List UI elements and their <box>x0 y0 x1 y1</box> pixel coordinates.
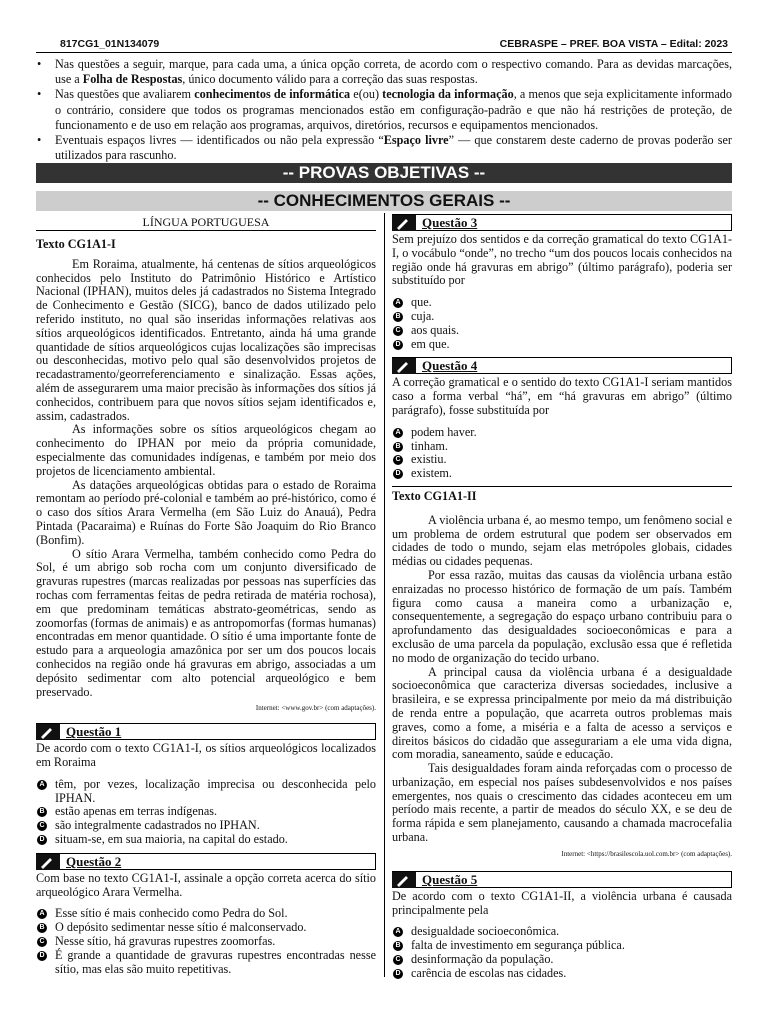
answer-option[interactable]: C desinformação da população. <box>392 953 732 967</box>
left-column <box>36 214 376 976</box>
question-stem: Sem prejuízo dos sentidos e da correção gramatical do texto CG1A1-I, o vocábulo “onde”, no trecho “um dos poucos locais conhecidos na região onde há gravuras em abrigo” (último parágrafo), poderia ser substituído por <box>392 232 732 288</box>
circled-letter-icon: B <box>37 807 47 817</box>
answer-option[interactable]: D É grande a quantidade de gravuras rupestres encontradas nesse sítio, mas elas são muito repetitivas. <box>36 949 376 977</box>
section-band-conhecimentos-gerais: -- CONHECIMENTOS GERAIS -- <box>36 191 732 211</box>
question-options <box>392 925 732 980</box>
instruction-item: • Nas questões a seguir, marque, para cada uma, a única opção correta, de acordo com o respectivo comando. Para as devidas marcações, use a Folha de Respostas, único documento válido para a correção das suas respostas. <box>36 57 732 87</box>
question-stem: A correção gramatical e o sentido do texto CG1A1-I seriam mantidos caso a forma verbal “há”, em “há gravuras em abrigo” (último parágrafo), fosse substituída por <box>392 375 732 417</box>
circled-letter-icon: A <box>393 927 403 937</box>
answer-option[interactable]: A Esse sítio é mais conhecido como Pedra do Sol. <box>36 907 376 921</box>
text-paragraph: Por essa razão, muitas das causas da violência urbana estão enraizadas no processo histórico de formação de um país. Também figura como causa a maneira como a urbanização e, consequentemente, a segregação do espaço urbano contribuiu para o aprofundamento das desigualdades socioeconômicas e para a exclusão de uma parcela da população, exclusão essa que é refletida no modo de organização do tecido urbano. <box>392 567 732 665</box>
question-stem: Com base no texto CG1A1-I, assinale a opção correta acerca do sítio arqueológico Arara Vermelha. <box>36 870 376 899</box>
answer-option[interactable]: B falta de investimento em segurança pública. <box>392 939 732 953</box>
text-source: Internet: <https://brasilescola.uol.com.br> (com adaptações). <box>561 849 732 858</box>
text-paragraph: Tais desigualdades foram ainda reforçadas com o processo de urbanização, em especial nos países subdesenvolvidos e nos países emergentes, nos quais o crescimento das cidades aconteceu em um período mais recente, a partir de meados do século XX, e se deu de forma rápida e sem planejamento, causando a chamada macrocefalia urbana. <box>392 761 732 845</box>
circled-letter-icon: B <box>393 312 403 322</box>
question-options <box>36 907 376 976</box>
instructions-list <box>36 57 732 163</box>
circled-letter-icon: A <box>37 909 47 919</box>
question-header <box>392 871 732 888</box>
answer-option[interactable]: C Nesse sítio, há gravuras rupestres zoomorfas. <box>36 935 376 949</box>
text-paragraph: As datações arqueológicas obtidas para o estado de Roraima remontam ao período pré-colonial e também ao pré-histórico, como é o caso dos sítios Arara Vermelha (em São Luiz do Anauá), Pedra Pintada (Pacaraima) e Ruínas do Forte São Joaquim do Rio Branco (Bonfim). <box>36 477 376 547</box>
circled-letter-icon: B <box>393 442 403 452</box>
pencil-flag-icon <box>36 854 60 870</box>
pencil-flag-icon <box>392 872 416 888</box>
pencil-flag-icon <box>392 215 416 231</box>
question-stem: De acordo com o texto CG1A1-II, a violência urbana é causada principalmente pela <box>392 888 732 917</box>
circled-letter-icon: C <box>37 821 47 831</box>
question-header <box>392 214 732 231</box>
question-options <box>36 778 376 847</box>
circled-letter-icon: A <box>393 298 403 308</box>
circled-letter-icon: D <box>393 969 403 979</box>
circled-letter-icon: C <box>393 455 403 465</box>
instruction-item: • Eventuais espaços livres — identificados ou não pela expressão “Espaço livre” — que constarem deste caderno de provas poderão ser utilizados para rascunho. <box>36 133 732 163</box>
answer-option[interactable]: B tinham. <box>392 440 732 454</box>
question-label: Questão 1 <box>66 724 122 740</box>
question-options <box>392 426 732 481</box>
answer-option[interactable]: A têm, por vezes, localização imprecisa ou desconhecida pelo IPHAN. <box>36 778 376 806</box>
answer-option[interactable]: B O depósito sedimentar nesse sítio é malconservado. <box>36 921 376 935</box>
circled-letter-icon: D <box>393 469 403 479</box>
circled-letter-icon: D <box>393 340 403 350</box>
right-column <box>392 214 732 981</box>
question-header <box>36 853 376 870</box>
answer-option[interactable]: D existem. <box>392 467 732 481</box>
circled-letter-icon: A <box>37 780 47 790</box>
circled-letter-icon: D <box>37 951 47 961</box>
text-paragraph: A principal causa da violência urbana é a desigualdade socioeconômica que caracteriza diversas sociedades, inclusive a brasileira, e se expressa principalmente por meio da má distribuição de renda entre a população, que acarreta outros problemas mais graves, como a fome, a miséria e a falta de acesso a serviços e direitos básicos do cidadão que assegurariam a ele uma vida digna, com moradia, saneamento, saúde e educação. <box>392 664 732 762</box>
text-paragraph: A violência urbana é, ao mesmo tempo, um fenômeno social e um problema de ordem estrutural que podem ser observados em cidades de todo o mundo, sejam elas metrópoles globais, cidades médias ou cidades pequenas. <box>392 512 732 569</box>
text-source: Internet: <www.gov.br> (com adaptações). <box>255 704 376 713</box>
text-paragraph: As informações sobre os sítios arqueológicos chegam ao conhecimento do IPHAN por meio da própria comunidade, especialmente das comunidades indígenas, e também por meio dos projetos de licenciamento ambiental. <box>36 422 376 478</box>
answer-option[interactable]: C são integralmente cadastrados no IPHAN. <box>36 819 376 833</box>
answer-option[interactable]: C existiu. <box>392 453 732 467</box>
pencil-flag-icon <box>392 358 416 374</box>
text-paragraph: Em Roraima, atualmente, há centenas de sítios arqueológicos conhecidos pelo Instituto do Patrimônio Histórico e Artístico Nacional (IPHAN), muitos deles já cadastrados no Sistema Integrado de Conhecimento e Gestão (SICG), banco de dados utilizado pelo referido instituto, no qual são inseridas informações relativas aos sítios arqueológicos identificados. Entretanto, ainda há uma grande quantidade de sítios arqueológicos cujas localizações são imprecisas ou desconhecidas, motivo pelo qual são desenvolvidos projetos de recadastramento/georreferenciamento e sinalização. Essas ações, além de assegurarem uma maior precisão às informações dos sítios já conhecidos, contribuem para que novos sítios sejam identificados e, assim, cadastrados. <box>36 256 376 423</box>
pencil-flag-icon <box>36 724 60 740</box>
question-header <box>392 357 732 374</box>
text-title: Texto CG1A1-II <box>392 486 732 504</box>
answer-option[interactable]: D situam-se, em sua maioria, na capital do estado. <box>36 833 376 847</box>
answer-option[interactable]: D em que. <box>392 338 732 352</box>
exam-code: 817CG1_01N134079 <box>60 38 160 50</box>
circled-letter-icon: C <box>393 326 403 336</box>
section-band-provas-objetivas: -- PROVAS OBJETIVAS -- <box>36 163 732 183</box>
question-header <box>36 723 376 740</box>
subject-title: LÍNGUA PORTUGUESA <box>36 214 376 231</box>
answer-option[interactable]: C aos quais. <box>392 324 732 338</box>
circled-letter-icon: C <box>37 937 47 947</box>
answer-option[interactable]: B estão apenas em terras indígenas. <box>36 805 376 819</box>
answer-option[interactable]: D carência de escolas nas cidades. <box>392 967 732 981</box>
circled-letter-icon: C <box>393 955 403 965</box>
circled-letter-icon: D <box>37 835 47 845</box>
text-paragraph: O sítio Arara Vermelha, também conhecido como Pedra do Sol, é um abrigo sob rocha com um conjunto diversificado de gravuras rupestres (marcas realizadas por pessoas nas superfícies das rochas com ferramentas feitas de pedra retirada de matéria rochosa), em que predominam temáticas abstrato-geométricas, sendo as zoomorfas (formas de animais) e as antropomorfas (formas humanas) encontradas em menor quantidade. O sítio é uma importante fonte de estudo para a arqueologia amazônica por ser um dos poucos locais conhecidos na região onde há gravuras em abrigo, associadas a um depósito sedimentar com alto potencial arqueológico e bem preservado. <box>36 546 376 699</box>
question-label: Questão 4 <box>422 358 478 374</box>
exam-info: CEBRASPE – PREF. BOA VISTA – Edital: 2023 <box>499 38 728 50</box>
column-divider <box>384 213 385 977</box>
question-label: Questão 5 <box>422 871 478 887</box>
instruction-item: • Nas questões que avaliarem conhecimentos de informática e(ou) tecnologia da informação, a menos que seja explicitamente informado o contrário, considere que todos os programas mencionados estão em configuração-padrão e que não há restrições de proteção, de funcionamento e de uso em relação aos programas, arquivos, diretórios, recursos e equipamentos mencionados. <box>36 87 732 133</box>
answer-option[interactable]: A desigualdade socioeconômica. <box>392 925 732 939</box>
answer-option[interactable]: A podem haver. <box>392 426 732 440</box>
question-label: Questão 2 <box>66 853 122 869</box>
circled-letter-icon: B <box>393 941 403 951</box>
answer-option[interactable]: B cuja. <box>392 310 732 324</box>
circled-letter-icon: B <box>37 923 47 933</box>
page-header <box>36 36 732 53</box>
text-title: Texto CG1A1-I <box>36 237 116 251</box>
question-stem: De acordo com o texto CG1A1-I, os sítios arqueológicos localizados em Roraima <box>36 741 376 770</box>
question-label: Questão 3 <box>422 215 478 230</box>
question-options <box>392 296 732 351</box>
answer-option[interactable]: A que. <box>392 296 732 310</box>
circled-letter-icon: A <box>393 428 403 438</box>
